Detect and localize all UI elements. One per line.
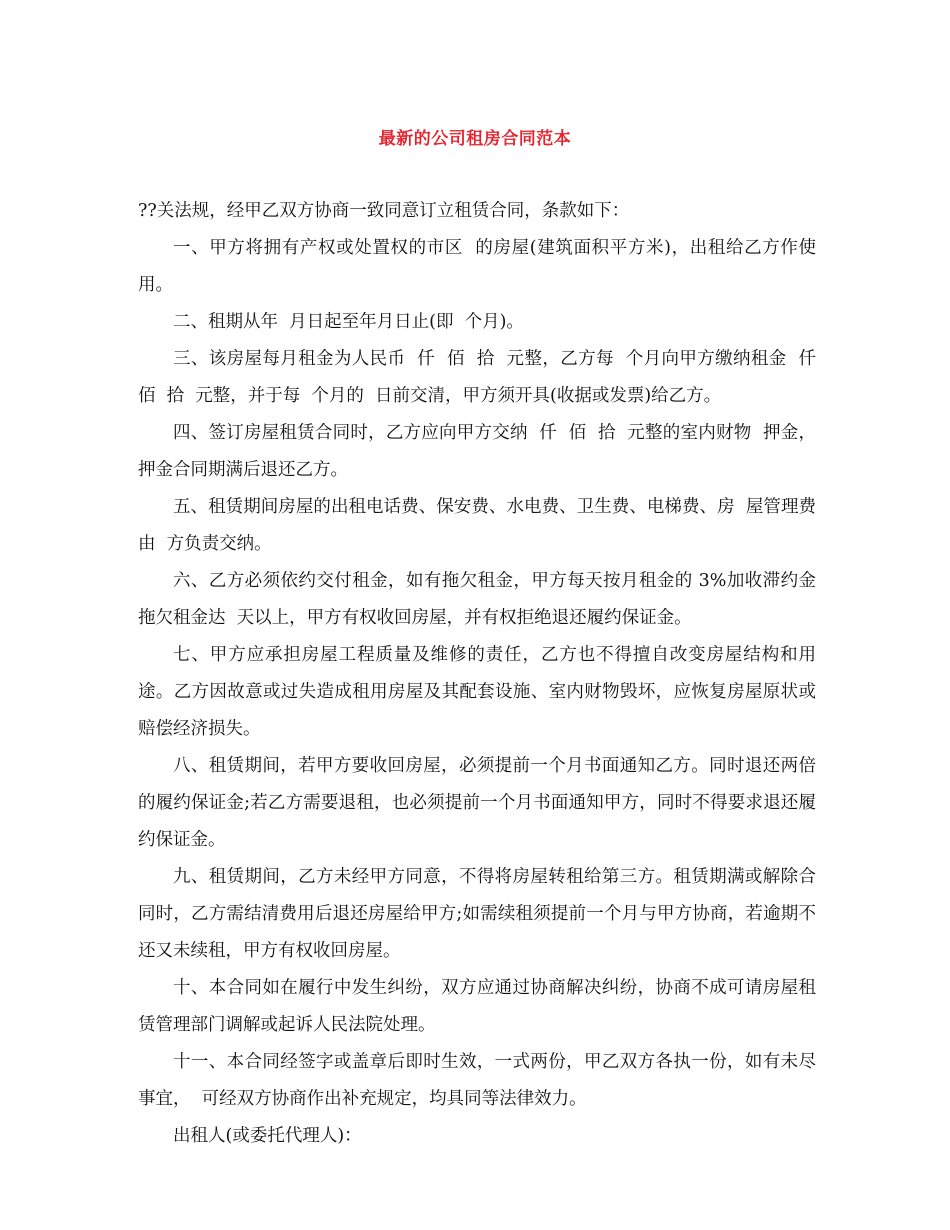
document-body <box>138 193 828 1155</box>
clause-8: 八、租赁期间，若甲方要收回房屋，必须提前一个月书面通知乙方。同时退还两倍的履约保证金;若乙方需要退租，也必须提前一个月书面通知甲方，同时不得要求退还履约保证金。 <box>138 756 816 850</box>
clause-3: 三、该房屋每月租金为人民币 仟 佰 拾 元整，乙方每 个月向甲方缴纳租金 仟 佰 拾 元整，并于每 个月的 日前交清，甲方须开具(收据或发票)给乙方。 <box>138 349 828 406</box>
clause-10: 十、本合同如在履行中发生纠纷，双方应通过协商解决纠纷，协商不成可请房屋租赁管理部门调解或起诉人民法院处理。 <box>138 978 816 1035</box>
lessor-signature-line: 出租人(或委托代理人)： <box>173 1126 362 1146</box>
clause-2: 二、租期从年 月日起至年月日止(即 个月)。 <box>173 312 524 332</box>
document-title: 最新的公司租房合同范本 <box>378 129 572 149</box>
clause-1: 一、甲方将拥有产权或处置权的市区 的房屋(建筑面积平方米)，出租给乙方作使用。 <box>138 238 816 295</box>
clause-4: 四、签订房屋租赁合同时，乙方应向甲方交纳 仟 佰 拾 元整的室内财物 押金，押金合同期满后退还乙方。 <box>138 423 816 480</box>
clause-11: 十一、本合同经签字或盖章后即时生效，一式两份，甲乙双方各执一份，如有未尽事宜， 可经双方协商作出补充规定，均具同等法律效力。 <box>138 1052 816 1109</box>
clause-7: 七、甲方应承担房屋工程质量及维修的责任，乙方也不得擅自改变房屋结构和用途。乙方因故意或过失造成租用房屋及其配套设施、室内财物毁坏，应恢复房屋原状或赔偿经济损失。 <box>138 645 816 739</box>
clause-6: 六、乙方必须依约交付租金，如有拖欠租金，甲方每天按月租金的 3%加收滞约金拖欠租金达 天以上，甲方有权收回房屋，并有权拒绝退还履约保证金。 <box>138 571 816 628</box>
clause-5: 五、租赁期间房屋的出租电话费、保安费、水电费、卫生费、电梯费、房 屋管理费由 方负责交纳。 <box>138 497 816 554</box>
preamble-paragraph: ??关法规，经甲乙双方协商一致同意订立租赁合同，条款如下： <box>138 201 630 221</box>
clause-9: 九、租赁期间，乙方未经甲方同意，不得将房屋转租给第三方。租赁期满或解除合同时，乙方需结清费用后退还房屋给甲方;如需续租须提前一个月与甲方协商，若逾期不还又未续租，甲方有权收回房屋。 <box>138 867 816 961</box>
